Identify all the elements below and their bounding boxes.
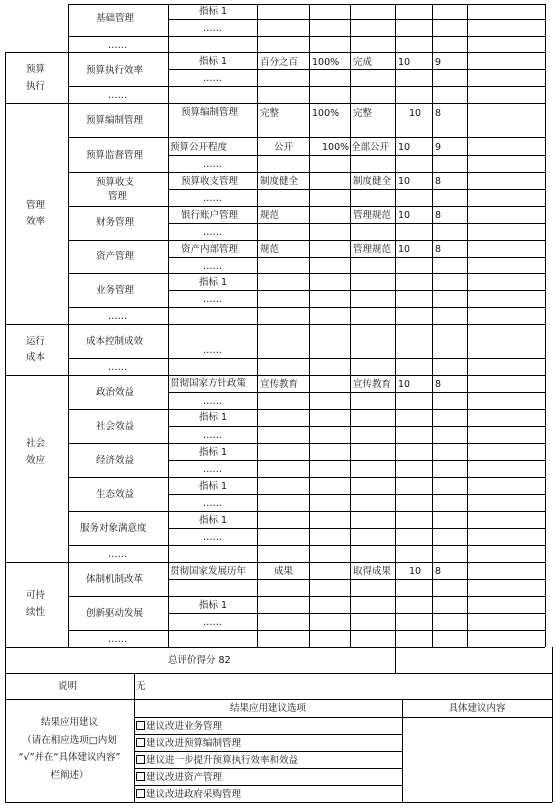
checkbox-icon[interactable] — [136, 738, 145, 747]
content-header: 具体建议内容 — [448, 703, 506, 714]
actual-value: 完整 — [353, 108, 373, 119]
ellipsis: …… — [203, 23, 222, 34]
actual-value: 管理规范 — [353, 210, 392, 221]
indicator-label: 预算编制管理 — [181, 107, 239, 118]
suggestion-option[interactable] — [136, 771, 222, 784]
note-value: 无 — [136, 681, 146, 692]
score-value: 8 — [435, 108, 442, 119]
ellipsis: …… — [203, 430, 222, 441]
suggestion-label-line3: “√”并在“具体建议内容” — [18, 752, 121, 763]
actual-value: 完成 — [353, 57, 373, 68]
ellipsis: …… — [108, 549, 127, 560]
score-value: 8 — [435, 379, 442, 390]
item-name-business-management: 业务管理 — [96, 285, 135, 296]
standard-value: 成果 — [274, 566, 294, 577]
standard-value: 制度健全 — [260, 176, 299, 187]
score-value: 8 — [435, 566, 442, 577]
ellipsis: …… — [203, 294, 222, 305]
ellipsis: …… — [203, 159, 222, 170]
item-name-social-benefit: 社会效益 — [96, 421, 135, 432]
ellipsis: …… — [203, 617, 222, 628]
indicator-label: 指标 1 — [199, 515, 228, 526]
target-value: 100% — [312, 57, 340, 68]
total-score: 总评价得分 82 — [168, 655, 231, 666]
checkbox-icon[interactable] — [136, 772, 145, 781]
standard-value: 完整 — [260, 108, 280, 119]
weight-value: 10 — [398, 244, 411, 255]
ellipsis: …… — [108, 40, 127, 51]
checkbox-icon[interactable] — [136, 755, 145, 764]
suggestion-option-label: 建议改进政府采购管理 — [146, 789, 242, 800]
item-name-ecological-benefit: 生态效益 — [96, 489, 135, 500]
item-name-financial-management: 财务管理 — [96, 217, 135, 228]
suggestion-option[interactable] — [136, 720, 222, 733]
item-name-institutional-reform: 体制机制改革 — [86, 574, 144, 585]
category-budget-execution: 预算 — [26, 64, 46, 75]
item-name-asset-management: 资产管理 — [96, 251, 135, 262]
suggestion-option-label: 建议改进资产管理 — [146, 772, 223, 783]
indicator-label: 预算收支管理 — [181, 176, 239, 187]
category-budget-execution-line2: 执行 — [26, 81, 46, 92]
ellipsis: …… — [108, 634, 127, 645]
ellipsis: …… — [108, 362, 127, 373]
category-management-efficiency-line2: 效率 — [26, 216, 46, 227]
indicator-label: 指标 1 — [199, 481, 228, 492]
actual-value: 取得成果 — [353, 566, 392, 577]
suggestion-option-label: 建议改进预算编制管理 — [146, 738, 242, 749]
ellipsis: …… — [203, 532, 222, 543]
actual-value: 制度健全 — [353, 176, 392, 187]
item-name-political-benefit: 政治效益 — [96, 387, 135, 398]
indicator-label: 指标 1 — [199, 56, 228, 67]
suggestion-label: 结果应用建议 — [40, 717, 98, 728]
suggestion-label-line2: （请在相应选项□内划 — [22, 735, 117, 746]
category-sustainability: 可持 — [26, 590, 46, 601]
item-name-budget-supervision: 预算监督管理 — [86, 150, 144, 161]
weight-value: 10 — [398, 176, 411, 187]
indicator-label: 指标 1 — [199, 447, 228, 458]
indicator-label: 指标 1 — [199, 412, 228, 423]
weight-value: 10 — [398, 57, 411, 68]
suggestion-option[interactable] — [136, 737, 241, 750]
standard-value: 公开 — [274, 142, 294, 153]
ellipsis: …… — [203, 261, 222, 272]
target-value: 100% — [312, 108, 340, 119]
score-value: 9 — [435, 142, 442, 153]
item-name-budget-exec-efficiency: 预算执行效率 — [86, 65, 144, 76]
ellipsis: …… — [203, 345, 222, 356]
item-name-budget-compilation: 预算编制管理 — [86, 115, 144, 126]
item-name-economic-benefit: 经济效益 — [96, 455, 135, 466]
category-social-effect: 社会 — [26, 438, 46, 449]
target-value: 100% — [322, 142, 350, 153]
ellipsis: …… — [203, 193, 222, 204]
suggestion-label-line4: 栏阐述） — [50, 770, 89, 781]
checkbox-icon[interactable] — [136, 721, 145, 730]
checkbox-icon[interactable] — [136, 789, 145, 798]
actual-value: 管理规范 — [353, 244, 392, 255]
indicator-label: 贯彻国家发展历年 — [170, 566, 247, 577]
ellipsis: …… — [108, 90, 127, 101]
note-label: 说明 — [58, 681, 78, 692]
score-value: 8 — [435, 210, 442, 221]
suggestion-option[interactable] — [136, 788, 241, 801]
item-name-cost-control: 成本控制成效 — [86, 336, 144, 347]
indicator-label: 指标 1 — [199, 600, 228, 611]
score-value: 8 — [435, 176, 442, 187]
ellipsis: …… — [203, 73, 222, 84]
item-name-service-satisfaction: 服务对象满意度 — [80, 523, 147, 534]
weight-value: 10 — [398, 142, 411, 153]
category-social-effect-line2: 效应 — [26, 455, 46, 466]
item-name-basic-management: 基础管理 — [96, 13, 135, 24]
indicator-label: 资产内部管理 — [181, 244, 239, 255]
indicator-label: 指标 1 — [199, 6, 228, 17]
category-management-efficiency: 管理 — [26, 200, 46, 211]
ellipsis: …… — [108, 311, 127, 322]
indicator-label: 预算公开程度 — [170, 142, 228, 153]
options-header: 结果应用建议选项 — [229, 703, 306, 714]
score-value: 9 — [435, 57, 442, 68]
item-name-budget-revenue-expenditure: 预算收支 — [96, 177, 135, 188]
weight-value: 10 — [398, 210, 411, 221]
category-running-cost-line2: 成本 — [26, 352, 46, 363]
ellipsis: …… — [203, 498, 222, 509]
weight-value: 10 — [398, 379, 411, 390]
suggestion-option-label: 建议改进业务管理 — [146, 721, 223, 732]
category-running-cost: 运行 — [26, 336, 46, 347]
actual-value: 全部公开 — [351, 142, 390, 153]
item-name-innovation-driven: 创新驱动发展 — [86, 608, 144, 619]
suggestion-option[interactable] — [136, 754, 298, 767]
ellipsis: …… — [203, 464, 222, 475]
score-value: 8 — [435, 244, 442, 255]
standard-value: 规范 — [260, 244, 280, 255]
ellipsis: …… — [203, 396, 222, 407]
ellipsis: …… — [203, 227, 222, 238]
suggestion-option-label: 建议进一步提升预算执行效率和效益 — [146, 755, 299, 766]
indicator-label: 指标 1 — [199, 277, 228, 288]
weight-value: 10 — [409, 566, 422, 577]
category-sustainability-line2: 续性 — [26, 607, 46, 618]
indicator-label: 贯彻国家方针政策 — [170, 378, 247, 389]
standard-value: 规范 — [260, 210, 280, 221]
standard-value: 百分之百 — [260, 57, 299, 68]
weight-value: 10 — [409, 108, 422, 119]
item-name-budget-revenue-expenditure-line2: 管理 — [108, 191, 128, 202]
standard-value: 宣传教育 — [260, 379, 299, 390]
actual-value: 宣传教育 — [353, 379, 392, 390]
indicator-label: 银行账户管理 — [181, 210, 239, 221]
